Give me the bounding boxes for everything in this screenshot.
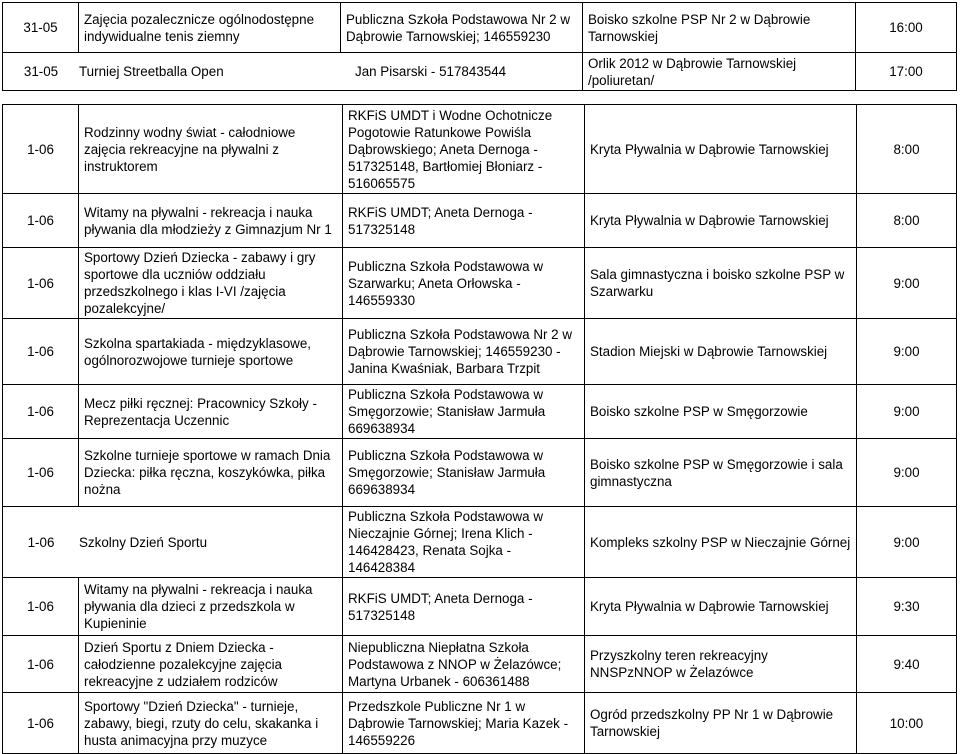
organizer-cell: Publiczna Szkoła Podstawowa w Nieczajnie Górnej; Irena Klich - 146428423, Renata Sojka - 146428384: [343, 507, 585, 578]
organizer-cell: Przedszkole Publiczne Nr 1 w Dąbrowie Tarnowskiej; Maria Kazek - 146559226: [343, 693, 585, 754]
schedule-table-main: [2, 104, 957, 754]
date-cell: 1-06: [3, 319, 79, 385]
event-text: Turniej Streetballa Open: [79, 64, 224, 79]
event-cell: Witamy na pływalni - rekreacja i nauka pływania dla dzieci z przedszkola w Kupieninie: [79, 578, 343, 636]
event-cell: Szkolna spartakiada - międzyklasowe, ogólnorozwojowe turnieje sportowe: [79, 319, 343, 385]
organizer-cell: Publiczna Szkoła Podstawowa Nr 2 w Dąbrowie Tarnowskiej; 146559230: [341, 3, 583, 53]
place-cell: Boisko szkolne PSP w Smęgorzowie i sala gimnastyczna: [585, 439, 857, 507]
date-cell: 1-06: [3, 105, 79, 194]
date-cell: 1-06: [3, 385, 79, 439]
date-cell: 31-05: [3, 3, 79, 53]
date-cell: 1-06: [27, 534, 55, 550]
event-cell: Witamy na pływalni - rekreacja i nauka pływania dla młodzieży z Gimnazjum Nr 1: [79, 194, 343, 248]
event-cell: Zajęcia pozalecznicze ogólnodostępne indywidualne tenis ziemny: [79, 3, 341, 53]
time-cell: 17:00: [856, 53, 957, 91]
date-cell: 1-06: [3, 636, 79, 693]
date-cell: 1-06: [3, 693, 79, 754]
date-cell: 1-06: [3, 248, 79, 319]
table-row: [3, 3, 957, 53]
table-row: [3, 636, 957, 693]
table-row: [3, 105, 957, 194]
event-cell: [3, 507, 343, 578]
time-cell: 9:00: [857, 507, 957, 578]
table-row: [3, 385, 957, 439]
table-row: [3, 439, 957, 507]
place-cell: Przyszkolny teren rekreacyjny NNSPzNNOP w Żelazówce: [585, 636, 857, 693]
place-cell: Ogród przedszkolny PP Nr 1 w Dąbrowie Tarnowskiej: [585, 693, 857, 754]
organizer-cell: RKFiS UMDT i Wodne Ochotnicze Pogotowie Ratunkowe Powiśla Dąbrowskiego; Aneta Dernoga - 517325148, Bartłomiej Błoniarz - 516065575: [343, 105, 585, 194]
organizer-text: Jan Pisarski - 517843544: [355, 64, 507, 79]
time-cell: 9:00: [857, 385, 957, 439]
time-cell: 9:00: [857, 319, 957, 385]
time-cell: 10:00: [857, 693, 957, 754]
time-cell: 9:30: [857, 578, 957, 636]
time-cell: 9:00: [857, 248, 957, 319]
event-text: Szkolny Dzień Sportu: [79, 534, 208, 550]
organizer-cell: RKFiS UMDT; Aneta Dernoga - 517325148: [343, 578, 585, 636]
organizer-cell: Publiczna Szkoła Podstawowa Nr 2 w Dąbrowie Tarnowskiej; 146559230 - Janina Kwaśniak, Barbara Trzpit: [343, 319, 585, 385]
event-cell: Mecz piłki ręcznej: Pracownicy Szkoły - Reprezentacja Uczennic: [79, 385, 343, 439]
organizer-cell: RKFiS UMDT; Aneta Dernoga - 517325148: [343, 194, 585, 248]
event-cell: Sportowy Dzień Dziecka - zabawy i gry sportowe dla uczniów oddziału przedszkolnego i klas I-VI /zajęcia pozalekcyjne/: [79, 248, 343, 319]
time-cell: 8:00: [857, 105, 957, 194]
place-cell: Kryta Pływalnia w Dąbrowie Tarnowskiej: [585, 105, 857, 194]
table-row: [3, 319, 957, 385]
time-cell: 16:00: [856, 3, 957, 53]
place-cell: Boisko szkolne PSP w Smęgorzowie: [585, 385, 857, 439]
date-cell: 1-06: [3, 578, 79, 636]
place-cell: Kryta Pływalnia w Dąbrowie Tarnowskiej: [585, 578, 857, 636]
table-row: [3, 194, 957, 248]
event-cell: Rodzinny wodny świat - całodniowe zajęcia rekreacyjne na pływalni z instruktorem: [79, 105, 343, 194]
time-cell: 8:00: [857, 194, 957, 248]
organizer-cell: Niepubliczna Niepłatna Szkoła Podstawowa z NNOP w Żelazówce; Martyna Urbanek - 606361488: [343, 636, 585, 693]
event-cell: Sportowy "Dzień Dziecka" - turnieje, zabawy, biegi, rzuty do celu, skakanka i husta animacyjna przy muzyce: [79, 693, 343, 754]
table-row: [3, 578, 957, 636]
table-row: [3, 507, 957, 578]
place-cell: Stadion Miejski w Dąbrowie Tarnowskiej: [585, 319, 857, 385]
table-row: [3, 53, 957, 91]
time-cell: 9:40: [857, 636, 957, 693]
date-cell: 1-06: [3, 194, 79, 248]
event-cell: [3, 53, 583, 91]
date-cell: 31-05: [23, 64, 59, 79]
organizer-cell: Publiczna Szkoła Podstawowa w Smęgorzowie; Stanisław Jarmuła 669638934: [343, 385, 585, 439]
time-cell: 9:00: [857, 439, 957, 507]
event-cell: Szkolne turnieje sportowe w ramach Dnia Dziecka: piłka ręczna, koszykówka, piłka nożna: [79, 439, 343, 507]
event-cell: Dzień Sportu z Dniem Dziecka - całodzienne pozalekcyjne zajęcia rekreacyjne z udziałem rodziców: [79, 636, 343, 693]
organizer-cell: Publiczna Szkoła Podstawowa w Szarwarku; Aneta Orłowska - 146559330: [343, 248, 585, 319]
schedule-table-top: [2, 2, 957, 91]
date-cell: 1-06: [3, 439, 79, 507]
table-row: [3, 248, 957, 319]
organizer-cell: Publiczna Szkoła Podstawowa w Smęgorzowie; Stanisław Jarmuła 669638934: [343, 439, 585, 507]
place-cell: Kryta Pływalnia w Dąbrowie Tarnowskiej: [585, 194, 857, 248]
place-cell: Boisko szkolne PSP Nr 2 w Dąbrowie Tarnowskiej: [583, 3, 856, 53]
place-cell: Orlik 2012 w Dąbrowie Tarnowskiej /poliuretan/: [583, 53, 856, 91]
place-cell: Sala gimnastyczna i boisko szkolne PSP w Szarwarku: [585, 248, 857, 319]
place-cell: Kompleks szkolny PSP w Nieczajnie Górnej: [585, 507, 857, 578]
table-row: [3, 693, 957, 754]
